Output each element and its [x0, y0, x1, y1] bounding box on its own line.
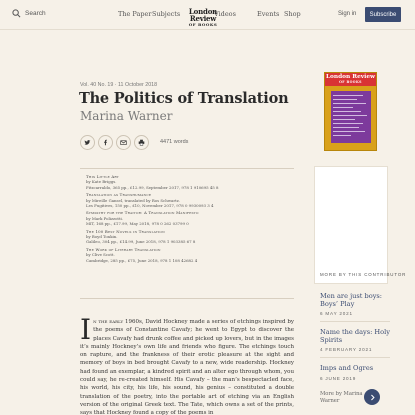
next-card-button[interactable]: [314, 166, 388, 284]
word-count: 4471 words: [160, 139, 189, 145]
chevron-right-icon: [315, 174, 323, 182]
body-paragraph: 1960s, David Hockney made a series of etchings inspired by the poems of Constantine Cavafy; he went to Egypt to discover the places Cavafy had drunk coffee and picked up lovers, but in the images it’s mainly Hockney’s own life and friends who figure. The etchings touch on rapture, and the frankness of their erotic pleasure at the sight and memory of boys in bed brought Cavafy to a new, wide readership. Hockney had found an exemplar, a kindred spirit and an alter ego through whom, you could say, he re-created himself. His Cavafy – the man’s bespectacled face, his world, his city, his life, his sound, his genius – constituted a double translation of the poetry, into the portable art of etching via an English version of the original Greek text. The Tate, which owns a set of the prints, says that Hockney found a copy of the poems in: [80, 319, 294, 415]
book-title: This Little Art: [86, 174, 119, 179]
book-details: Galileo, 304 pp., £14.99, June 2018, 978 1 903385 67 8: [86, 239, 196, 245]
nav-shop[interactable]: Shop: [284, 10, 301, 18]
share-twitter-button[interactable]: [80, 135, 95, 150]
site-header: [0, 0, 415, 30]
email-icon: [120, 139, 127, 146]
book-details: Cambridge, 285 pp., £75, June 2018, 978 1 108 42682 4: [86, 257, 198, 263]
nav-subjects[interactable]: Subjects: [152, 10, 181, 18]
more-by-button[interactable]: [364, 389, 380, 405]
book-details: MIT, 168 pp., £17.99, May 2018, 978 0 262 03799 0: [86, 221, 189, 227]
more-by-heading-text: MORE BY THIS CONTRIBUTOR: [320, 272, 407, 277]
related-article-link[interactable]: Men are just boys: Boys’ Play: [320, 292, 383, 309]
book-author: by Mireille Gansel, translated by Ros Schwartz.: [86, 197, 181, 203]
nav-events[interactable]: Events: [257, 10, 280, 18]
book-title: Sympathy for the Traitor: A Translation Manifesto: [86, 210, 199, 216]
cover-masthead: [325, 73, 376, 86]
article-body: [80, 313, 294, 415]
search-button[interactable]: [12, 9, 46, 18]
cover-subtitle: OF BOOKS: [339, 80, 362, 84]
share-facebook-button[interactable]: [98, 135, 113, 150]
sign-in-link[interactable]: Sign in: [338, 11, 357, 17]
logo-line-1: London Review: [188, 7, 218, 23]
related-article-date: 6 JUNE 2019: [320, 376, 357, 381]
book-title: The 100 Best Novels in Translation: [86, 228, 165, 234]
issue-meta: Vol. 40 No. 19 · 11 October 2018: [80, 82, 158, 88]
site-logo[interactable]: [178, 8, 228, 27]
search-icon: [12, 9, 21, 18]
book-entry: [86, 247, 294, 263]
book-details: Fitzcarraldo, 365 pp., £12.99, September 2017, 978 1 910695 45 8: [86, 184, 219, 190]
book-author: by Mark Polizzotti.: [86, 215, 124, 221]
related-article-date: 6 MAY 2021: [320, 311, 353, 316]
twitter-icon: [84, 139, 91, 146]
lead-in: n the early: [93, 319, 124, 325]
share-email-button[interactable]: [116, 135, 131, 150]
facebook-icon: [102, 139, 109, 146]
divider: [320, 357, 390, 358]
search-label: Search: [25, 10, 46, 17]
article-title: The Politics of Translation: [79, 90, 289, 107]
nav-videos[interactable]: Videos: [214, 10, 236, 18]
divider: [320, 321, 390, 322]
book-entry: [86, 210, 294, 226]
related-article-link[interactable]: Name the days: Holy Spirits: [320, 328, 390, 345]
chevron-right-icon: [369, 394, 376, 401]
more-by-heading: [320, 272, 406, 278]
book-title: The Work of Literary Translation: [86, 246, 161, 252]
book-entry: [86, 229, 294, 245]
books-reviewed: [80, 168, 294, 299]
drop-cap: I: [80, 313, 92, 346]
book-entry: [86, 174, 294, 190]
print-icon: [138, 139, 145, 146]
subscribe-button[interactable]: Subscribe: [365, 7, 401, 22]
cover-title: London Review: [325, 74, 376, 80]
book-author: by Boyd Tonkin.: [86, 234, 118, 240]
related-article-link[interactable]: Imps and Ogres: [320, 364, 374, 372]
nav-the-paper[interactable]: The Paper: [118, 10, 152, 18]
book-entry: [86, 192, 294, 208]
related-article-date: 4 FEBRUARY 2021: [320, 347, 373, 352]
book-title: Translation as Transhumance: [86, 192, 152, 198]
more-by-link[interactable]: More by Marina Warner: [320, 391, 363, 404]
book-details: Les Fugitives, 150 pp., £10, November 2017, 978 0 9930093 3 4: [86, 203, 214, 209]
book-author: by Kate Briggs.: [86, 179, 117, 185]
cover-contents-panel: [331, 91, 371, 143]
issue-cover[interactable]: [324, 72, 377, 151]
share-print-button[interactable]: [134, 135, 149, 150]
article-author[interactable]: Marina Warner: [80, 109, 173, 123]
book-author: by Clive Scott.: [86, 252, 115, 258]
logo-line-2: OF BOOKS: [188, 22, 218, 27]
